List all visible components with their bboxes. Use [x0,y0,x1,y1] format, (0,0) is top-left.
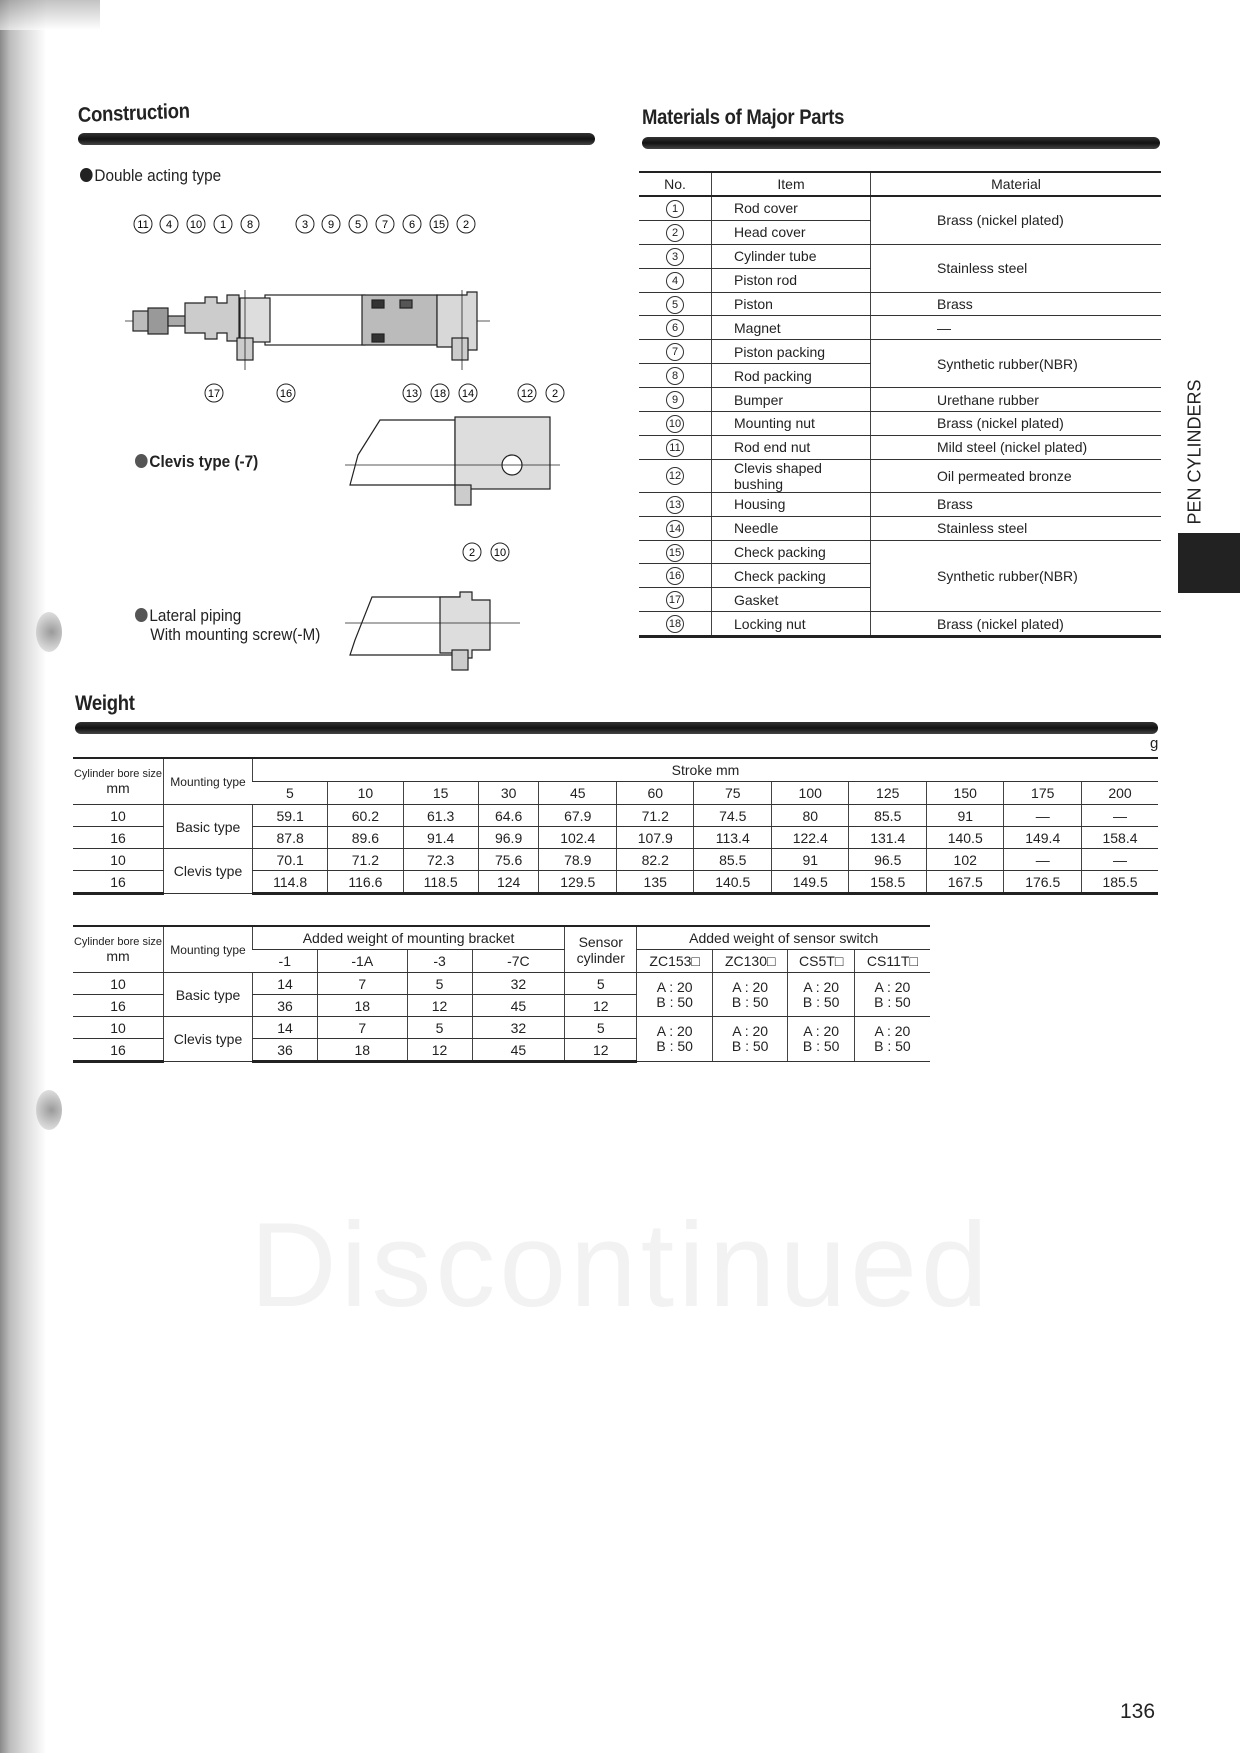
side-tab-block [1178,533,1240,593]
bore-size: 10 [73,973,164,995]
materials-row [639,340,1161,364]
item-name: Rod packing [712,364,871,388]
callout-number: 16 [279,388,293,400]
materials-row [639,435,1161,459]
item-name: Clevis shaped bushing [712,459,871,492]
item-material: Synthetic rubber(NBR) [871,340,1162,388]
switch-weight-a: A : 20 [732,978,769,995]
page-number: 136 [1120,1700,1156,1723]
added-weight-row [73,1017,930,1039]
added-weight-table [73,925,930,1063]
bracket-weight: 14 [253,1017,318,1039]
switch-weight [788,973,854,1017]
weight-value: 82.2 [616,849,694,871]
callout-number: 2 [468,547,476,559]
bracket-weight: 5 [407,1017,472,1039]
item-name: Piston packing [712,340,871,364]
bracket-weight: 7 [318,1017,407,1039]
item-number-badge: 1 [666,200,684,218]
weight-unit: g [1150,735,1159,752]
item-name: Piston [712,292,871,316]
switch-weight [854,973,930,1017]
bore-size-header [73,926,164,973]
weight-row [73,805,1158,827]
weight-value: 96.5 [849,849,927,871]
weight-value: — [1081,805,1158,827]
bore-size: 16 [73,995,164,1017]
item-material: Synthetic rubber(NBR) [871,540,1162,612]
item-material: Urethane rubber [871,388,1162,412]
stroke-value: 60 [616,782,694,805]
weight-title: Weight [75,692,135,715]
sensor-cylinder-weight: 5 [565,1017,637,1039]
item-name: Head cover [712,220,871,244]
item-number-badge: 14 [666,520,684,538]
item-number [639,244,712,268]
switch-weight-a: A : 20 [874,978,911,995]
switch-weight-b: B : 50 [874,1038,911,1054]
switch-weight [788,1017,854,1062]
switch-weight-b: B : 50 [802,993,840,1010]
item-number-badge: 7 [666,343,684,361]
item-number-badge: 5 [666,296,684,314]
switch-weight-a: A : 20 [874,1023,911,1039]
sensor-cylinder-weight: 12 [565,1039,637,1062]
weight-value: 158.4 [1081,827,1158,849]
clevis-type-text: Clevis type (-7) [149,452,259,471]
switch-weight-a: A : 20 [656,1023,693,1039]
stroke-value: 125 [849,782,927,805]
item-number [639,340,712,364]
materials-header-item: Item [712,172,871,196]
stroke-value: 75 [694,782,772,805]
bracket-weight: 12 [407,1039,472,1062]
switch-weight-a: A : 20 [656,978,693,995]
weight-value: 131.4 [849,827,927,849]
item-name: Check packing [712,564,871,588]
item-material: Oil permeated bronze [871,459,1162,492]
materials-row [639,316,1161,340]
item-number-badge: 2 [666,224,684,242]
weight-value: 114.8 [253,871,328,894]
item-number-badge: 13 [666,496,684,514]
callout-number: 11 [137,219,149,231]
stroke-value: 5 [253,782,328,805]
callout-number: 2 [462,219,470,231]
construction-title: Construction [77,99,191,127]
weight-value: 113.4 [694,827,772,849]
materials-row [639,459,1161,492]
item-number [639,388,712,412]
mounting-type: Basic type [164,805,253,849]
callout-number: 4 [165,219,173,231]
bore-size-unit: mm [106,779,130,796]
weight-value: 135 [616,871,694,894]
weight-value: 102.4 [539,827,617,849]
callout-number: 8 [246,219,254,231]
bracket-weight: 45 [472,995,565,1017]
item-number-badge: 3 [666,248,684,266]
stroke-value: 150 [926,782,1004,805]
binder-hole [36,1090,62,1130]
switch-weight [854,1017,930,1062]
watermark: Discontinued [250,1198,992,1332]
mounting-type: Clevis type [164,849,253,894]
callout-number: 9 [327,219,335,231]
weight-value: 158.5 [849,871,927,894]
item-number-badge: 11 [666,439,684,457]
item-number [639,316,712,340]
bore-size-header-text: Cylinder bore size [73,935,163,948]
switch-weight-b: B : 50 [656,1038,693,1054]
item-number-badge: 9 [666,391,684,409]
weight-value: 91.4 [403,827,478,849]
item-number-badge: 4 [666,272,684,290]
weight-value: 80 [771,805,849,827]
lateral-piping-label [135,606,320,644]
stroke-value: 10 [328,782,403,805]
weight-value: 67.9 [539,805,617,827]
stroke-value: 30 [478,782,539,805]
weight-value: — [1004,849,1082,871]
weight-value: 185.5 [1081,871,1158,894]
switch-model: ZC130□ [712,950,788,973]
weight-value: 78.9 [539,849,617,871]
stroke-value: 200 [1081,782,1158,805]
stroke-value: 175 [1004,782,1082,805]
item-number [639,612,712,637]
callout-number: 18 [433,388,447,400]
switch-weight-b: B : 50 [656,993,693,1010]
weight-value: — [1081,849,1158,871]
added-weight-row [73,973,930,995]
item-material: — [871,316,1162,340]
bracket-weight: 18 [318,995,407,1017]
item-name: Mounting nut [712,412,871,436]
materials-title: Materials of Major Parts [642,106,845,129]
bullet-icon [135,454,148,468]
stroke-value: 15 [403,782,478,805]
clevis-type-label [135,452,258,472]
item-number [639,220,712,244]
weight-value: 107.9 [616,827,694,849]
bracket-weight: 36 [253,1039,318,1062]
materials-header-row [639,172,1161,196]
bracket-weight: 5 [407,973,472,995]
callout-number: 13 [405,388,419,400]
weight-value: 75.6 [478,849,539,871]
sensor-cylinder-header-text: Sensor [578,933,623,950]
callout-number: 6 [408,219,416,231]
weight-value: 91 [771,849,849,871]
item-number [639,292,712,316]
weight-value: 61.3 [403,805,478,827]
item-material: Brass [871,492,1162,516]
item-number [639,516,712,540]
weight-value: 122.4 [771,827,849,849]
switch-weight-b: B : 50 [874,993,911,1010]
item-number [639,492,712,516]
bracket-weight: 7 [318,973,407,995]
callout-number: 5 [354,219,362,231]
weight-value: 118.5 [403,871,478,894]
item-material: Brass (nickel plated) [871,196,1162,244]
switch-model: CS5T□ [788,950,854,973]
switch-weight-b: B : 50 [802,1038,840,1054]
item-name: Housing [712,492,871,516]
bore-size: 16 [73,871,164,894]
weight-value: 59.1 [253,805,328,827]
item-name: Gasket [712,588,871,612]
weight-value: 167.5 [926,871,1004,894]
switch-weight-b: B : 50 [731,1038,769,1054]
item-number-badge: 12 [666,467,684,485]
item-material: Brass [871,292,1162,316]
materials-row [639,388,1161,412]
item-material: Stainless steel [871,244,1162,292]
item-name: Check packing [712,540,871,564]
added-weight-header-row [73,926,930,950]
bore-size-header-text: Cylinder bore size [73,767,163,780]
callout-number: 10 [493,547,507,559]
switch-weight [637,1017,713,1062]
item-name: Rod cover [712,196,871,220]
weight-value: 149.4 [1004,827,1082,849]
bracket-weight: 32 [472,973,565,995]
item-number [639,364,712,388]
item-number-badge: 10 [666,415,684,433]
item-material: Mild steel (nickel plated) [871,435,1162,459]
materials-title-bar [642,137,1160,149]
bore-size: 10 [73,849,164,871]
item-material: Brass (nickel plated) [871,412,1162,436]
bullet-icon [135,608,148,622]
switch-weight-a: A : 20 [803,1023,840,1039]
weight-value: 116.6 [328,871,403,894]
weight-header-row [73,758,1158,782]
item-name: Piston rod [712,268,871,292]
materials-header-no: No. [639,172,712,196]
item-material: Brass (nickel plated) [871,612,1162,637]
stroke-value: 45 [539,782,617,805]
item-name: Bumper [712,388,871,412]
materials-row [639,244,1161,268]
weight-value: 72.3 [403,849,478,871]
bore-size-header [73,758,164,805]
bore-size-unit: mm [106,947,130,964]
weight-value: 91 [926,805,1004,827]
bracket-weight: 32 [472,1017,565,1039]
materials-table [639,171,1161,638]
mounting-type-header: Mounting type [164,926,253,973]
switch-weight [712,1017,788,1062]
bore-size: 10 [73,1017,164,1039]
bracket-weight: 45 [472,1039,565,1062]
sensor-cylinder-header-text: cylinder [576,949,625,966]
callout-number: 17 [207,388,221,400]
item-number-badge: 16 [666,567,684,585]
item-name: Needle [712,516,871,540]
weight-table [73,757,1158,895]
mounting-screw-text: With mounting screw(-M) [150,625,321,644]
weight-title-bar [75,722,1158,734]
weight-value: 74.5 [694,805,772,827]
item-material: Stainless steel [871,516,1162,540]
item-number [639,435,712,459]
callout-number: 1 [219,219,227,231]
materials-header-material: Material [871,172,1162,196]
weight-value: 149.5 [771,871,849,894]
item-number-badge: 8 [666,367,684,385]
weight-value: 96.9 [478,827,539,849]
switch-weight [637,973,713,1017]
bracket-weight: 12 [407,995,472,1017]
bracket-weight: 18 [318,1039,407,1062]
weight-value: 60.2 [328,805,403,827]
weight-value: 140.5 [926,827,1004,849]
switch-weight-a: A : 20 [732,1023,769,1039]
weight-value: 85.5 [694,849,772,871]
item-number [639,459,712,492]
weight-value: 85.5 [849,805,927,827]
switch-weight-a: A : 20 [803,978,840,995]
callout-number: 3 [301,219,309,231]
materials-row [639,540,1161,564]
callout-number: 12 [520,388,534,400]
weight-value: 102 [926,849,1004,871]
sensor-switch-header: Added weight of sensor switch [637,926,930,950]
item-name: Magnet [712,316,871,340]
bracket-type: -1 [253,950,318,973]
item-number [639,564,712,588]
item-number-badge: 17 [666,591,684,609]
weight-value: 129.5 [539,871,617,894]
bracket-weight: 36 [253,995,318,1017]
mounting-type: Basic type [164,973,253,1017]
item-number-badge: 15 [666,544,684,562]
callout-number: 10 [189,219,203,231]
mounting-type-header: Mounting type [164,758,253,805]
callout-number: 15 [432,219,446,231]
bore-size: 16 [73,827,164,849]
side-tab-label [1180,372,1210,532]
weight-value: — [1004,805,1082,827]
stroke-value: 100 [771,782,849,805]
bracket-type: -7C [472,950,565,973]
item-name: Rod end nut [712,435,871,459]
item-number [639,588,712,612]
weight-row [73,849,1158,871]
callout-number: 14 [461,388,475,400]
sensor-cylinder-weight: 12 [565,995,637,1017]
weight-value: 71.2 [328,849,403,871]
materials-row [639,612,1161,637]
materials-row [639,516,1161,540]
bracket-type: -3 [407,950,472,973]
bracket-type: -1A [318,950,407,973]
switch-model: CS11T□ [854,950,930,973]
weight-value: 87.8 [253,827,328,849]
mounting-type: Clevis type [164,1017,253,1062]
sensor-cylinder-header [565,926,637,973]
weight-value: 89.6 [328,827,403,849]
weight-value: 70.1 [253,849,328,871]
materials-row [639,492,1161,516]
weight-value: 176.5 [1004,871,1082,894]
callout-number: 7 [381,219,389,231]
switch-weight-b: B : 50 [731,993,769,1010]
bracket-weight: 14 [253,973,318,995]
item-number [639,196,712,220]
bracket-header: Added weight of mounting bracket [253,926,565,950]
bore-size: 16 [73,1039,164,1062]
weight-value: 64.6 [478,805,539,827]
double-acting-text: Double acting type [94,166,222,185]
weight-value: 124 [478,871,539,894]
item-name: Locking nut [712,612,871,637]
construction-diagram [0,0,640,700]
side-tab-text: PEN CYLINDERS [1184,379,1205,525]
switch-weight [712,973,788,1017]
item-number [639,540,712,564]
item-number-badge: 6 [666,319,684,337]
item-name: Cylinder tube [712,244,871,268]
bore-size: 10 [73,805,164,827]
switch-model: ZC153□ [637,950,713,973]
callout-number: 2 [551,388,559,400]
item-number-badge: 18 [666,615,684,633]
sensor-cylinder-weight: 5 [565,973,637,995]
materials-row [639,196,1161,220]
item-number [639,268,712,292]
weight-value: 140.5 [694,871,772,894]
item-number [639,412,712,436]
lateral-piping-text: Lateral piping [149,606,242,625]
materials-row [639,292,1161,316]
weight-value: 71.2 [616,805,694,827]
materials-row [639,412,1161,436]
stroke-header: Stroke mm [253,758,1159,782]
